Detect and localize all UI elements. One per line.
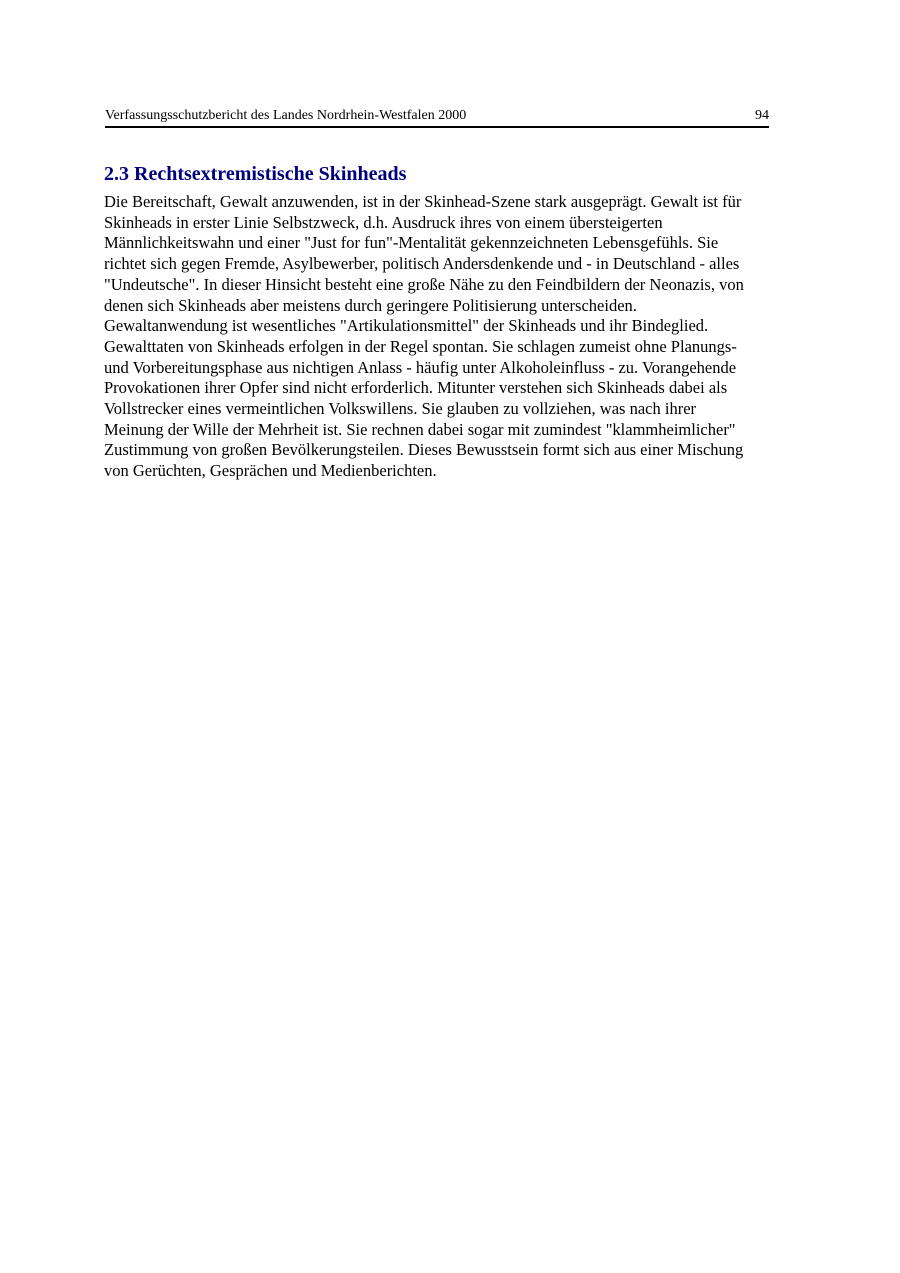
page-number: 94 (755, 108, 769, 123)
body-line: Skinheads in erster Linie Selbstzweck, d.h. Ausdruck ihres von einem übersteigerten (104, 212, 663, 232)
body-line: Provokationen ihrer Opfer sind nicht erforderlich. Mitunter verstehen sich Skinheads dabei als (104, 378, 728, 398)
body-line: Zustimmung von großen Bevölkerungsteilen. Dieses Bewusstsein formt sich aus einer Mischung (104, 440, 744, 460)
body-line: von Gerüchten, Gesprächen und Medienberichten. (104, 461, 437, 481)
body-line: richtet sich gegen Fremde, Asylbewerber, politisch Andersdenkende und - in Deutschland - alles (104, 254, 740, 274)
body-line: Vollstrecker eines vermeintlichen Volkswillens. Sie glauben zu vollziehen, was nach ihrer (104, 399, 697, 419)
body-line: Männlichkeitswahn und einer "Just for fun"-Mentalität gekennzeichneten Lebensgefühls. Sie (104, 233, 719, 253)
body-line: Gewaltanwendung ist wesentliches "Artikulationsmittel" der Skinheads und ihr Bindeglied. (104, 316, 709, 336)
header-title: Verfassungsschutzbericht des Landes Nordrhein-Westfalen 2000 (105, 108, 467, 123)
body-line: Gewalttaten von Skinheads erfolgen in der Regel spontan. Sie schlagen zumeist ohne Planungs- (104, 336, 737, 356)
body-line: Meinung der Wille der Mehrheit ist. Sie rechnen dabei sogar mit zumindest "klammheimlicher" (104, 419, 736, 439)
section-body (104, 192, 794, 482)
page-header (105, 106, 769, 128)
body-line: "Undeutsche". In dieser Hinsicht besteht eine große Nähe zu den Feindbildern der Neonazis, von (104, 274, 744, 294)
section-heading: 2.3 Rechtsextremistische Skinheads (104, 163, 407, 185)
body-line: denen sich Skinheads aber meistens durch geringere Politisierung unterscheiden. (104, 295, 637, 315)
body-line: und Vorbereitungsphase aus nichtigen Anlass - häufig unter Alkoholeinfluss - zu. Vorangehende (104, 357, 737, 377)
body-line: Die Bereitschaft, Gewalt anzuwenden, ist in der Skinhead-Szene stark ausgeprägt. Gewalt ist für (104, 192, 742, 211)
